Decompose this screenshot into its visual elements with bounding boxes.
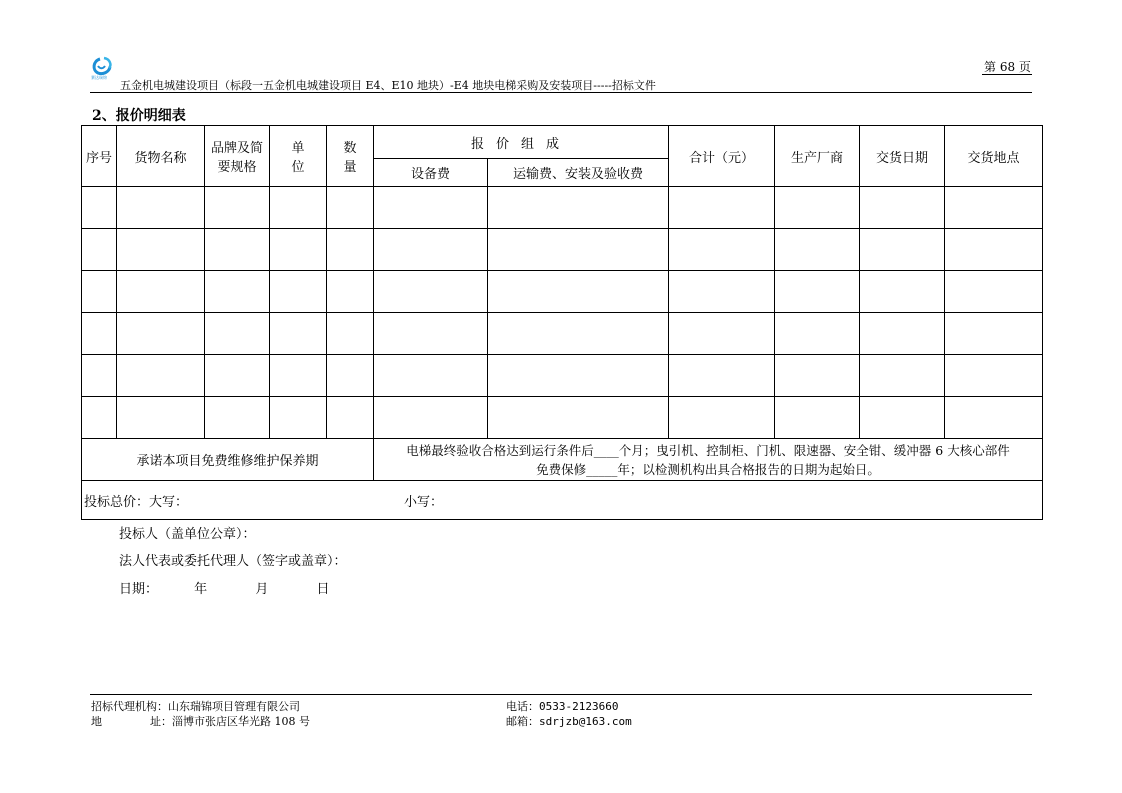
date-month: 月 xyxy=(255,582,269,597)
document-title: 五金机电城建设项目（标段一五金机电城建设项目 E4、E10 地块）-E4 地块电梯采购及安装项目-----招标文件 xyxy=(120,79,656,92)
table-cell xyxy=(117,397,205,439)
footer-address-label-2: 址： xyxy=(150,715,172,728)
header-seq: 序号 xyxy=(82,126,117,187)
footer-email xyxy=(506,713,632,729)
header-brand-spec xyxy=(205,126,270,187)
table-cell xyxy=(775,355,860,397)
table-cell xyxy=(327,397,374,439)
table-cell xyxy=(374,397,488,439)
footer-phone-value: 0533-2123660 xyxy=(539,700,619,713)
table-cell xyxy=(775,397,860,439)
footer-phone xyxy=(506,698,618,714)
table-cell xyxy=(945,187,1043,229)
table-cell xyxy=(327,229,374,271)
table-cell xyxy=(945,355,1043,397)
table-cell xyxy=(945,397,1043,439)
table-cell xyxy=(860,187,945,229)
total-lower-label: 小写： xyxy=(404,494,444,510)
header-brand-spec-line-2: 要规格 xyxy=(217,160,257,175)
table-cell xyxy=(775,271,860,313)
table-body xyxy=(82,187,1043,439)
header-brand-spec-line-1: 品牌及简 xyxy=(210,141,263,156)
table-cell xyxy=(488,271,669,313)
table-cell xyxy=(860,229,945,271)
total-price-row xyxy=(82,481,1043,520)
table-cell xyxy=(374,271,488,313)
table-cell xyxy=(270,187,327,229)
table-cell xyxy=(117,313,205,355)
date-year: 年 xyxy=(194,582,208,597)
header-delivery-place: 交货地点 xyxy=(945,126,1043,187)
table-cell xyxy=(82,271,117,313)
table-cell xyxy=(669,313,775,355)
table-cell xyxy=(669,229,775,271)
footer-agency-name: 山东瑞锦项目管理有限公司 xyxy=(168,700,300,713)
table-cell xyxy=(374,229,488,271)
table-cell xyxy=(270,229,327,271)
table-row xyxy=(82,313,1043,355)
table-cell xyxy=(117,187,205,229)
table-cell xyxy=(775,187,860,229)
date-day: 日 xyxy=(316,582,330,597)
footer-agency-label: 招标代理机构： xyxy=(91,700,168,713)
table-cell xyxy=(270,271,327,313)
table-cell xyxy=(117,271,205,313)
footer-address xyxy=(91,713,310,729)
table-cell xyxy=(775,229,860,271)
page-number: 第 68 页 xyxy=(984,60,1031,74)
table-cell xyxy=(669,271,775,313)
table-cell xyxy=(327,187,374,229)
table-cell xyxy=(374,355,488,397)
header-equipment-fee: 设备费 xyxy=(374,159,488,187)
table-row xyxy=(82,397,1043,439)
table-cell xyxy=(82,355,117,397)
table-cell xyxy=(488,313,669,355)
table-cell xyxy=(205,271,270,313)
table-cell xyxy=(669,355,775,397)
table-cell xyxy=(860,271,945,313)
table-cell xyxy=(205,313,270,355)
table-row xyxy=(82,229,1043,271)
header-unit-line-1: 单 xyxy=(291,141,305,156)
logo-text: 赛达瑞锦 xyxy=(91,75,107,80)
table-cell xyxy=(488,355,669,397)
table-row xyxy=(82,271,1043,313)
page-number-underline xyxy=(982,74,1032,75)
table-cell xyxy=(775,313,860,355)
header-goods-name: 货物名称 xyxy=(117,126,205,187)
table-cell xyxy=(82,313,117,355)
table-cell xyxy=(327,313,374,355)
quotation-detail-table xyxy=(81,125,1043,520)
table-cell xyxy=(860,313,945,355)
header-unit xyxy=(270,126,327,187)
table-cell xyxy=(82,397,117,439)
section-title: 2、报价明细表 xyxy=(92,108,186,124)
table-cell xyxy=(488,187,669,229)
header-transport-install-fee: 运输费、安装及验收费 xyxy=(488,159,669,187)
warranty-text-line-1: 电梯最终验收合格达到运行条件后____个月；曳引机、控制柜、门机、限速器、安全钳、缓冲器 6 大核心部件 xyxy=(406,442,1010,458)
table-cell xyxy=(327,271,374,313)
header-qty-line-1: 数 xyxy=(343,141,357,156)
header-manufacturer: 生产厂商 xyxy=(775,126,860,187)
footer-divider xyxy=(90,694,1032,695)
bidder-seal-label: 投标人（盖单位公章）： xyxy=(119,527,256,542)
warranty-label: 承诺本项目免费维修维护保养期 xyxy=(82,439,374,481)
table-cell xyxy=(860,355,945,397)
header-delivery-date: 交货日期 xyxy=(860,126,945,187)
table-cell xyxy=(669,187,775,229)
header-divider xyxy=(90,92,1032,93)
warranty-text xyxy=(374,439,1043,481)
table-cell xyxy=(374,187,488,229)
table-cell xyxy=(82,229,117,271)
footer-agency xyxy=(91,698,300,714)
table-cell xyxy=(205,187,270,229)
total-upper-label: 投标总价：大写： xyxy=(84,494,189,510)
table-cell xyxy=(205,355,270,397)
legal-rep-signature-label: 法人代表或委托代理人（签字或盖章）： xyxy=(119,554,347,569)
footer-email-value: sdrjzb@163.com xyxy=(539,715,632,728)
table-row xyxy=(82,187,1043,229)
table-cell xyxy=(488,397,669,439)
header-qty xyxy=(327,126,374,187)
table-cell xyxy=(945,229,1043,271)
warranty-text-line-2: 免费保修_____年；以检测机构出具合格报告的日期为起始日。 xyxy=(536,461,880,477)
company-logo xyxy=(90,56,118,82)
table-cell xyxy=(945,271,1043,313)
header-unit-line-2: 位 xyxy=(291,160,305,175)
table-cell xyxy=(270,397,327,439)
table-row xyxy=(82,355,1043,397)
footer-address-value: 淄博市张店区华光路 108 号 xyxy=(172,715,310,728)
header-total: 合计（元） xyxy=(669,126,775,187)
table-cell xyxy=(669,397,775,439)
table-cell xyxy=(117,229,205,271)
table-cell xyxy=(82,187,117,229)
footer-email-label: 邮箱： xyxy=(506,715,539,728)
table-cell xyxy=(205,229,270,271)
table-cell xyxy=(374,313,488,355)
header-quote-composition: 报价组成 xyxy=(374,126,669,159)
table-cell xyxy=(270,313,327,355)
date-label: 日期： xyxy=(119,582,159,597)
table-cell xyxy=(270,355,327,397)
table-cell xyxy=(945,313,1043,355)
footer-address-label-1: 地 xyxy=(91,715,102,728)
table-cell xyxy=(860,397,945,439)
table-cell xyxy=(488,229,669,271)
table-cell xyxy=(205,397,270,439)
table-cell xyxy=(117,355,205,397)
date-line xyxy=(119,578,329,597)
table-cell xyxy=(327,355,374,397)
footer-phone-label: 电话： xyxy=(506,700,539,713)
header-qty-line-2: 量 xyxy=(343,160,357,175)
